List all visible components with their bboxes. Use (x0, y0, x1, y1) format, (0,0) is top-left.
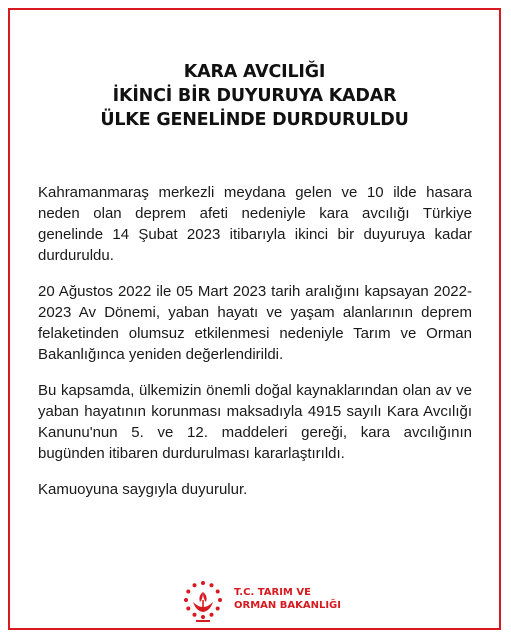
announcement-body (38, 182, 472, 515)
title-line-1: KARA AVCILIĞI (183, 62, 326, 82)
paragraph-2: 20 Ağustos 2022 ile 05 Mart 2023 tarih aralığını kapsayan 2022-2023 Av Dönemi, yaban hayatı ve yaşam alanlarının deprem felaketinden olumsuz etkilenmesi nedeniyle Tarım ve Orman Bakanlığınca yeniden değerlendirildi. (38, 283, 472, 363)
closing-line: Kamuoyuna saygıyla duyurulur. (38, 481, 248, 498)
ministry-name (234, 586, 341, 612)
title-line-3: ÜLKE GENELİNDE DURDURULDU (100, 110, 409, 130)
announcement-page (8, 8, 501, 630)
title-line-2: İKİNCİ BİR DUYURUYA KADAR (112, 86, 397, 106)
paragraph-1: Kahramanmaraş merkezli meydana gelen ve 10 ilde hasara neden olan deprem afeti nedeniyle kara avcılığı Türkiye genelinde 14 Şubat 2023 itibarıyla ikinci bir duyuruya kadar durduruldu. (38, 184, 472, 264)
ministry-logo (180, 578, 380, 626)
paragraph-3: Bu kapsamda, ülkemizin önemli doğal kaynaklarından olan av ve yaban hayatının korunması maksadıyla 4915 sayılı Kara Avcılığı Kanunu'nun 5. ve 12. maddeleri gereği, kara avcılığının bugünden itibaren durdurulması kararlaştırıldı. (38, 382, 472, 462)
ministry-name-line-1: T.C. TARIM VE (234, 587, 311, 598)
announcement-title (10, 60, 499, 132)
ministry-name-line-2: ORMAN BAKANLIĞI (234, 600, 341, 611)
ministry-emblem-icon (180, 578, 226, 624)
